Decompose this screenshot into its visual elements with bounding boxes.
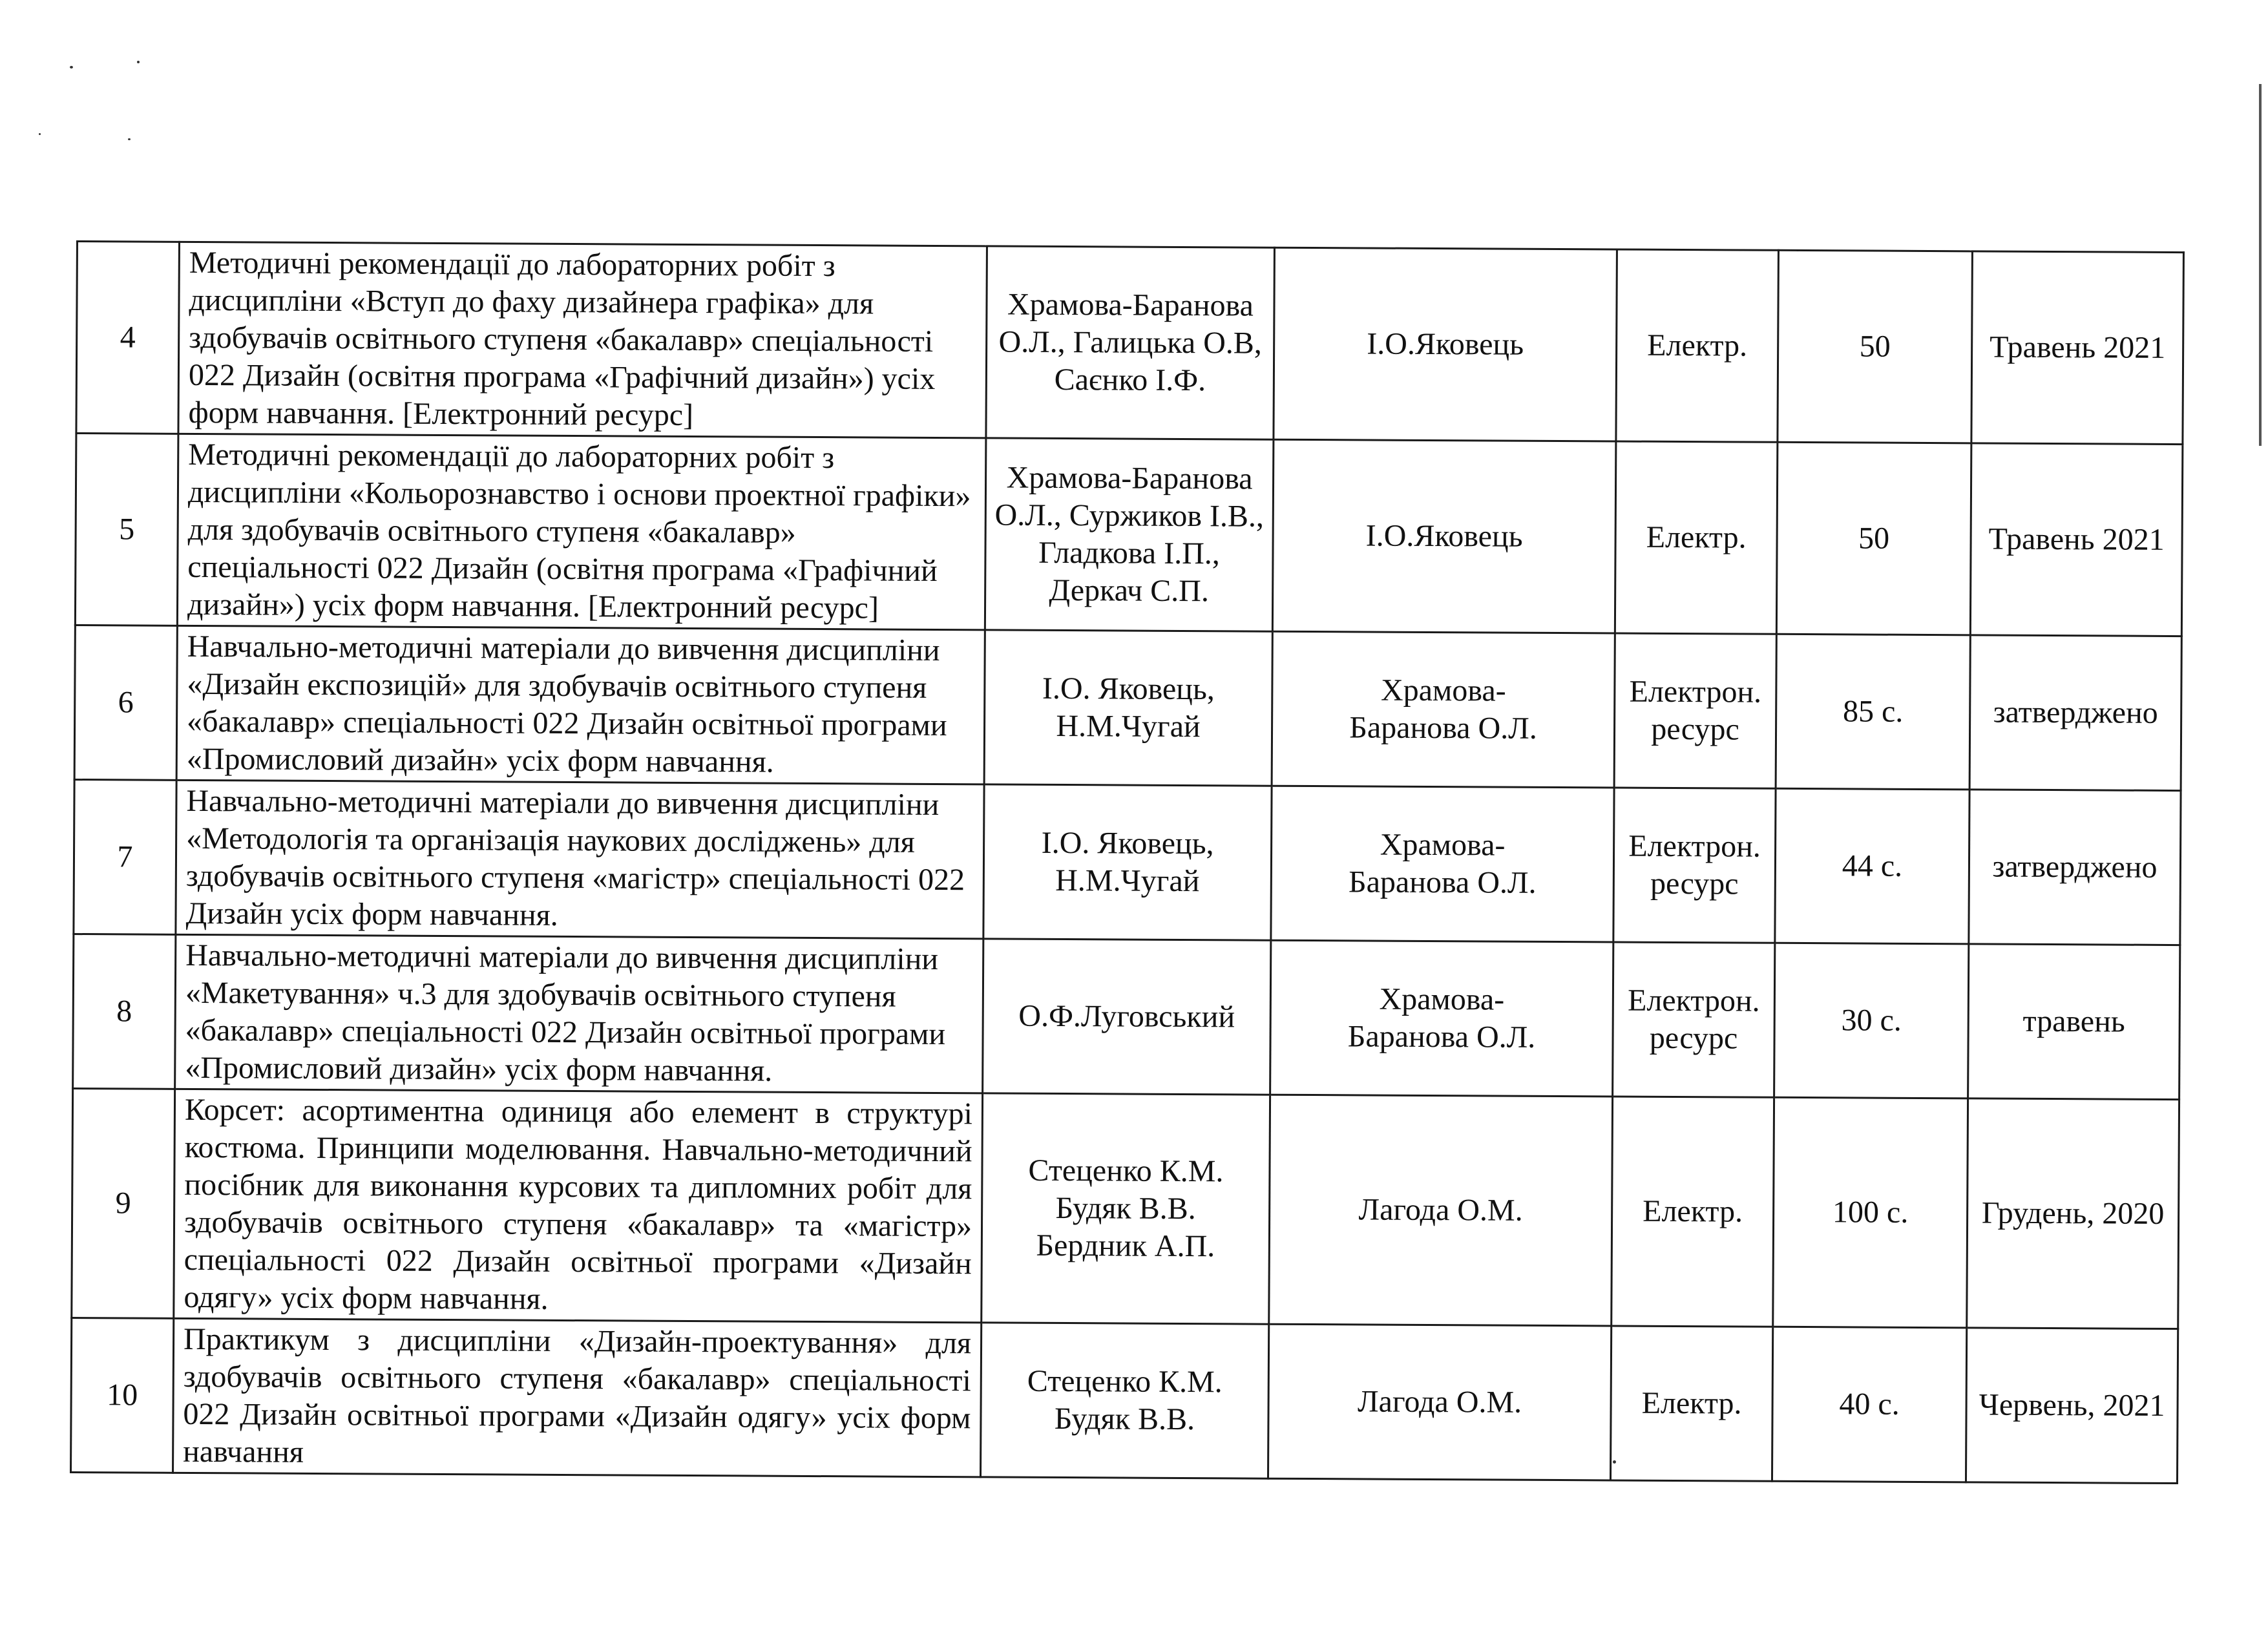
table-row (73, 934, 2180, 1099)
format-cell: Електр. (1615, 441, 1778, 634)
row-number: 5 (75, 434, 178, 626)
term-cell: затверджено (1969, 790, 2181, 945)
scan-speck (137, 61, 140, 63)
volume-cell: 40 с. (1772, 1327, 1966, 1482)
table-row (74, 625, 2181, 790)
publication-title: Практикум з дисципліни «Дизайн-проектування» для здобувачів освітнього ступеня «бакалавр» спеціальності 022 Дизайн освітньої програми «Дизайн одягу» усіх форм навчання (173, 1318, 982, 1477)
authors-cell: Храмова-Баранова О.Л., Суржиков І.В., Гладкова І.П., Деркач С.П. (985, 438, 1274, 631)
format-cell: Електрон. ресурс (1614, 633, 1776, 788)
term-cell: травень (1968, 944, 2180, 1100)
reviewer-cell: Храмова- Баранова О.Л. (1270, 940, 1613, 1097)
format-cell: Електр. (1612, 1097, 1774, 1327)
publication-title: Навчально-методичні матеріали до вивчення дисципліни «Макетування» ч.3 для здобувачів освітнього ступеня «бакалавр» спеціальності 022 Дизайн освітньої програми «Промисловий дизайн» усіх форм навчання. (175, 934, 983, 1093)
publication-title: Навчально-методичні матеріали до вивчення дисципліни «Методологія та організація наукових досліджень» для здобувачів освітнього ступеня «магістр» спеціальності 022 Дизайн усіх форм навчання. (176, 780, 984, 939)
scan-speck (70, 66, 73, 68)
volume-cell: 44 с. (1775, 788, 1969, 944)
authors-cell: О.Ф.Луговський (983, 939, 1271, 1095)
volume-cell: 100 с. (1773, 1097, 1968, 1328)
scan-edge-line (2259, 84, 2262, 446)
format-cell: Електр. (1610, 1326, 1772, 1481)
authors-cell: Стеценко К.М. Будяк В.В. (980, 1323, 1268, 1478)
authors-cell: Стеценко К.М. Будяк В.В. Бердник А.П. (982, 1093, 1270, 1324)
volume-cell: 50 (1778, 250, 1973, 443)
term-cell: Травень 2021 (1971, 251, 2184, 445)
term-cell: Червень, 2021 (1966, 1328, 2178, 1484)
publication-title: Методичні рекомендації до лабораторних робіт з дисципліни «Вступ до фаху дизайнера графіка» для здобувачів освітнього ступеня «бакалавр» спеціальності 022 Дизайн (освітня програма «Графічний дизайн») усіх форм навчання. [Електронний ресурс] (178, 242, 987, 438)
reviewer-cell: І.О.Яковець (1272, 439, 1616, 633)
publications-table (70, 240, 2185, 1484)
table-row (75, 434, 2183, 636)
format-cell: Електрон. ресурс (1613, 788, 1776, 943)
term-cell: затверджено (1969, 635, 2181, 791)
reviewer-cell: Лагода О.М. (1269, 1095, 1613, 1326)
volume-cell: 30 с. (1774, 943, 1969, 1098)
row-number: 6 (74, 625, 177, 780)
volume-cell: 85 с. (1776, 634, 1970, 790)
table-row (76, 242, 2184, 445)
publication-title: Методичні рекомендації до лабораторних робіт з дисципліни «Кольорознавство і основи проектної графіки» для здобувачів освітнього ступеня «бакалавр» спеціальності 022 Дизайн (освітня програма «Графічний дизайн») усіх форм навчання. [Електронний ресурс] (177, 434, 986, 630)
scan-speck (39, 133, 41, 135)
publication-title: Корсет: асортиментна одиниця або елемент в структурі костюма. Принципи моделювання. Навчально-методичний посібник для виконання курсових та дипломних робіт для здобувачів освітнього ступеня «бакалавр» та «магістр» спеціальності 022 Дизайн освітньої програми «Дизайн одягу» усіх форм навчання. (174, 1089, 983, 1323)
row-number: 4 (76, 242, 180, 434)
table-row (72, 1088, 2179, 1329)
reviewer-cell: Лагода О.М. (1268, 1324, 1611, 1480)
scan-speck (128, 138, 131, 140)
volume-cell: 50 (1776, 442, 1971, 635)
row-number: 8 (73, 934, 176, 1089)
row-number: 10 (71, 1318, 174, 1473)
authors-cell: І.О. Яковець, Н.М.Чугай (984, 630, 1272, 786)
term-cell: Травень 2021 (1970, 443, 2183, 636)
reviewer-cell: І.О.Яковець (1274, 247, 1617, 441)
reviewer-cell: Храмова- Баранова О.Л. (1272, 631, 1615, 788)
term-cell: Грудень, 2020 (1967, 1098, 2179, 1329)
reviewer-cell: Храмова- Баранова О.Л. (1271, 786, 1614, 942)
row-number: 7 (74, 779, 176, 934)
format-cell: Електр. (1616, 249, 1779, 442)
authors-cell: Храмова-Баранова О.Л., Галицька О.В, Саєнко І.Ф. (986, 246, 1275, 439)
format-cell: Електрон. ресурс (1613, 942, 1775, 1097)
table-row (71, 1318, 2178, 1483)
publication-title: Навчально-методичні матеріали до вивчення дисципліни «Дизайн експозицій» для здобувачів освітнього ступеня «бакалавр» спеціальності 022 Дизайн освітньої програми «Промисловий дизайн» усіх форм навчання. (176, 625, 985, 784)
table-row (74, 779, 2181, 945)
authors-cell: І.О. Яковець, Н.М.Чугай (983, 784, 1272, 940)
row-number: 9 (72, 1088, 175, 1318)
